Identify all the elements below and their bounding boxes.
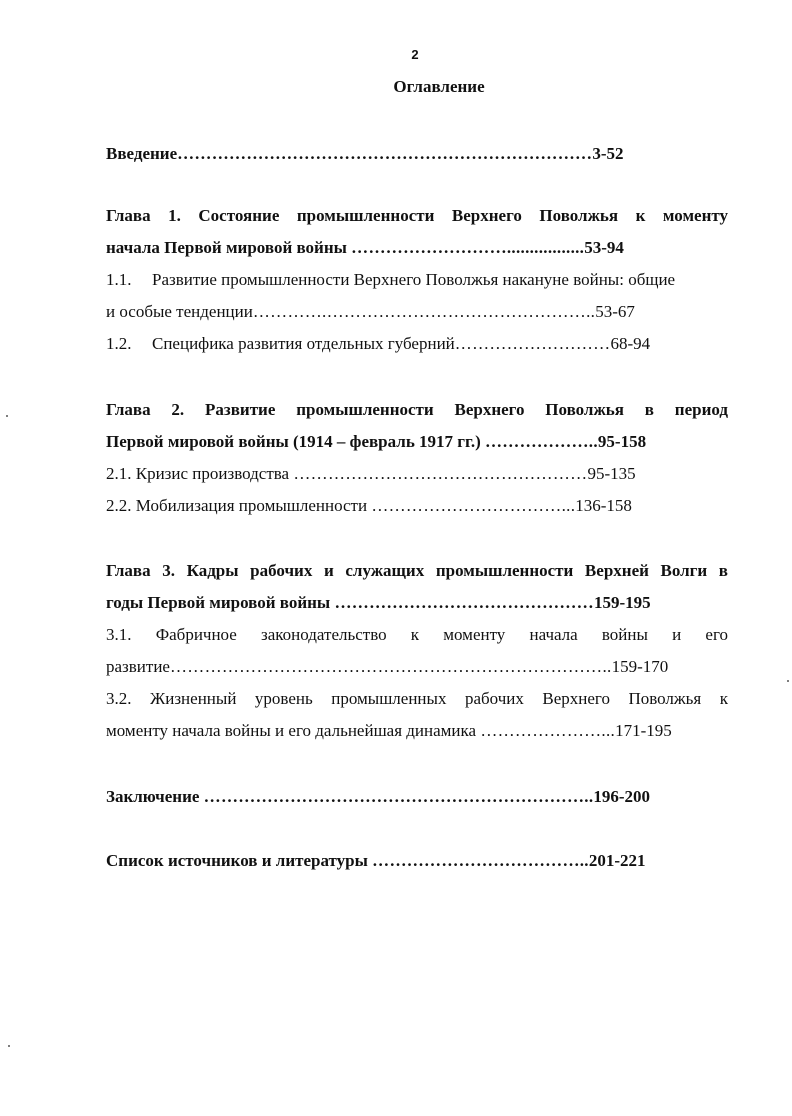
- toc-section-2-1-text: 2.1. Кризис производства: [106, 464, 294, 483]
- toc-conclusion-pages: 196-200: [593, 787, 651, 806]
- toc-leader-dots: ………………………………..: [372, 851, 589, 870]
- toc-chapter1-line1: Глава 1. Состояние промышленности Верхнего Поволжья к моменту: [106, 206, 728, 225]
- toc-section-1-1-pages: 53-67: [595, 302, 635, 321]
- toc-section-1-2-text: Специфика развития отдельных губерний: [152, 334, 455, 353]
- toc-leader-dots: ………………………………………: [334, 593, 594, 612]
- toc-leader-dots: ……………………………………………: [293, 464, 588, 483]
- page-number: 2: [411, 47, 419, 62]
- toc-entry-sources: [106, 851, 646, 871]
- toc-section-3-1-line1: 3.1. Фабричное законодательство к моменту начала войны и его: [106, 625, 728, 644]
- toc-entry-intro: [106, 144, 624, 164]
- scan-speck: [6, 415, 8, 417]
- toc-chapter2-pages: 95-158: [597, 432, 647, 451]
- toc-section-1-1-text: Развитие промышленности Верхнего Поволжья накануне войны: общие: [152, 270, 676, 289]
- toc-chapter1-text: начала Первой мировой войны: [106, 238, 352, 257]
- toc-section-1-2: [106, 334, 650, 354]
- toc-leader-dots: ………….………………………………………..: [252, 302, 596, 321]
- toc-section-3-1-text2: развитие: [106, 657, 170, 676]
- toc-section-3-1-pages: 159-170: [611, 657, 669, 676]
- toc-chapter2-text: Первой мировой войны (1914 – февраль 1917 гг.): [106, 432, 485, 451]
- toc-chapter3-pages: 159-195: [593, 593, 651, 612]
- toc-intro-pages: 3-52: [592, 144, 624, 163]
- scan-speck: [8, 1045, 10, 1047]
- toc-chapter2-line1: Глава 2. Развитие промышленности Верхнего Поволжья в период: [106, 400, 728, 419]
- toc-sources-label: Список источников и литературы: [106, 851, 373, 870]
- toc-leader-dots: …………………………………………………………………..: [169, 657, 612, 676]
- toc-section-3-2-text2: моменту начала войны и его дальнейшая динамика: [106, 721, 481, 740]
- toc-chapter1-pages: 53-94: [584, 238, 624, 257]
- toc-section-3-1-line2: [106, 657, 668, 677]
- toc-chapter1-line2: [106, 238, 624, 258]
- toc-section-1-1-text2: и особые тенденции: [106, 302, 253, 321]
- toc-section-2-2: [106, 496, 632, 516]
- toc-section-3-2-line1: 3.2. Жизненный уровень промышленных рабочих Верхнего Поволжья к: [106, 689, 728, 708]
- toc-leader-dots: ……………………….................: [351, 238, 585, 257]
- page-title: Оглавление: [393, 77, 485, 96]
- toc-chapter2-line2: [106, 432, 646, 452]
- toc-chapter3-text: годы Первой мировой войны: [106, 593, 335, 612]
- toc-intro-label: Введение: [106, 144, 178, 163]
- toc-section-2-2-pages: 136-158: [575, 496, 632, 515]
- toc-conclusion-label: Заключение: [106, 787, 204, 806]
- toc-section-3-2-pages: 171-195: [615, 721, 672, 740]
- toc-section-1-1-line2: [106, 302, 635, 322]
- toc-section-2-1-pages: 95-135: [587, 464, 636, 483]
- toc-chapter3-line2: [106, 593, 651, 613]
- scan-speck: [787, 680, 789, 682]
- toc-section-1-1-line1: [106, 270, 675, 290]
- toc-leader-dots: ………………..: [485, 432, 598, 451]
- toc-chapter3-line1: Глава 3. Кадры рабочих и служащих промышленности Верхней Волги в: [106, 561, 728, 580]
- toc-leader-dots: ………………………: [454, 334, 611, 353]
- toc-section-2-2-text: 2.2. Мобилизация промышленности: [106, 496, 372, 515]
- toc-sources-pages: 201-221: [588, 851, 646, 870]
- toc-leader-dots: ………………………………………………………………: [177, 144, 593, 163]
- toc-section-2-1: [106, 464, 636, 484]
- toc-section-1-2-pages: 68-94: [610, 334, 651, 353]
- toc-section-3-2-line2: [106, 721, 672, 741]
- toc-leader-dots: …………………...: [480, 721, 616, 740]
- toc-leader-dots: …………………………………………………………..: [203, 787, 594, 806]
- toc-leader-dots: ……………………………...: [371, 496, 576, 515]
- toc-section-number: 1.2.: [106, 334, 132, 353]
- toc-section-number: 1.1.: [106, 270, 132, 289]
- toc-entry-conclusion: [106, 787, 650, 807]
